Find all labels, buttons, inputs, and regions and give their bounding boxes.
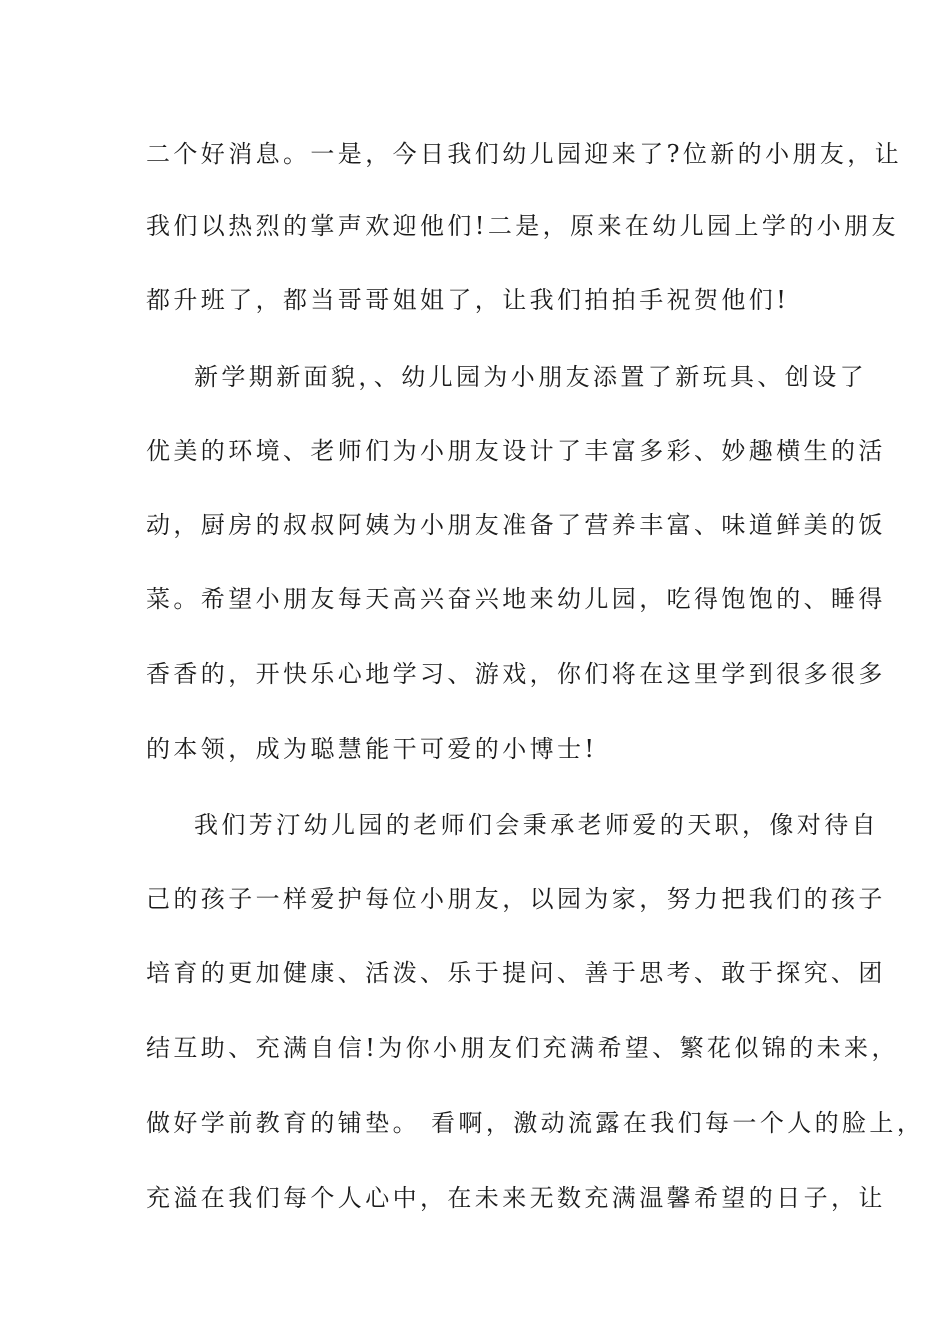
text-line: 充溢在我们每个人心中，在未来无数充满温馨希望的日子，让 [146,1184,886,1212]
text-line: 香香的，开快乐心地学习、游戏，你们将在这里学到很多很多 [146,660,886,688]
text-line: 菜。希望小朋友每天高兴奋兴地来幼儿园，吃得饱饱的、睡得 [146,585,886,613]
text-line: 培育的更加健康、活泼、乐于提问、善于思考、敢于探究、团 [146,959,886,987]
text-line: 新学期新面貌，、幼儿园为小朋友添置了新玩具、创设了 [194,363,867,391]
text-line: 结互助、充满自信!为你小朋友们充满希望、繁花似锦的未来， [146,1034,899,1062]
text-line: 我们以热烈的掌声欢迎他们!二是，原来在幼儿园上学的小朋友 [146,212,899,240]
text-line: 的本领，成为聪慧能干可爱的小博士! [146,735,598,763]
text-line: 都升班了，都当哥哥姐姐了，让我们拍拍手祝贺他们! [146,286,790,314]
text-line: 己的孩子一样爱护每位小朋友，以园为家，努力把我们的孩子 [146,885,886,913]
text-line: 优美的环境、老师们为小朋友设计了丰富多彩、妙趣横生的活 [146,437,886,465]
text-line: 做好学前教育的铺垫。 看啊，激动流露在我们每一个人的脸上， [146,1109,925,1137]
text-line: 我们芳汀幼儿园的老师们会秉承老师爱的天职，像对待自 [194,811,879,839]
text-line: 动，厨房的叔叔阿姨为小朋友准备了营养丰富、味道鲜美的饭 [146,511,886,539]
text-line: 二个好消息。一是，今日我们幼儿园迎来了?位新的小朋友，让 [146,140,903,168]
